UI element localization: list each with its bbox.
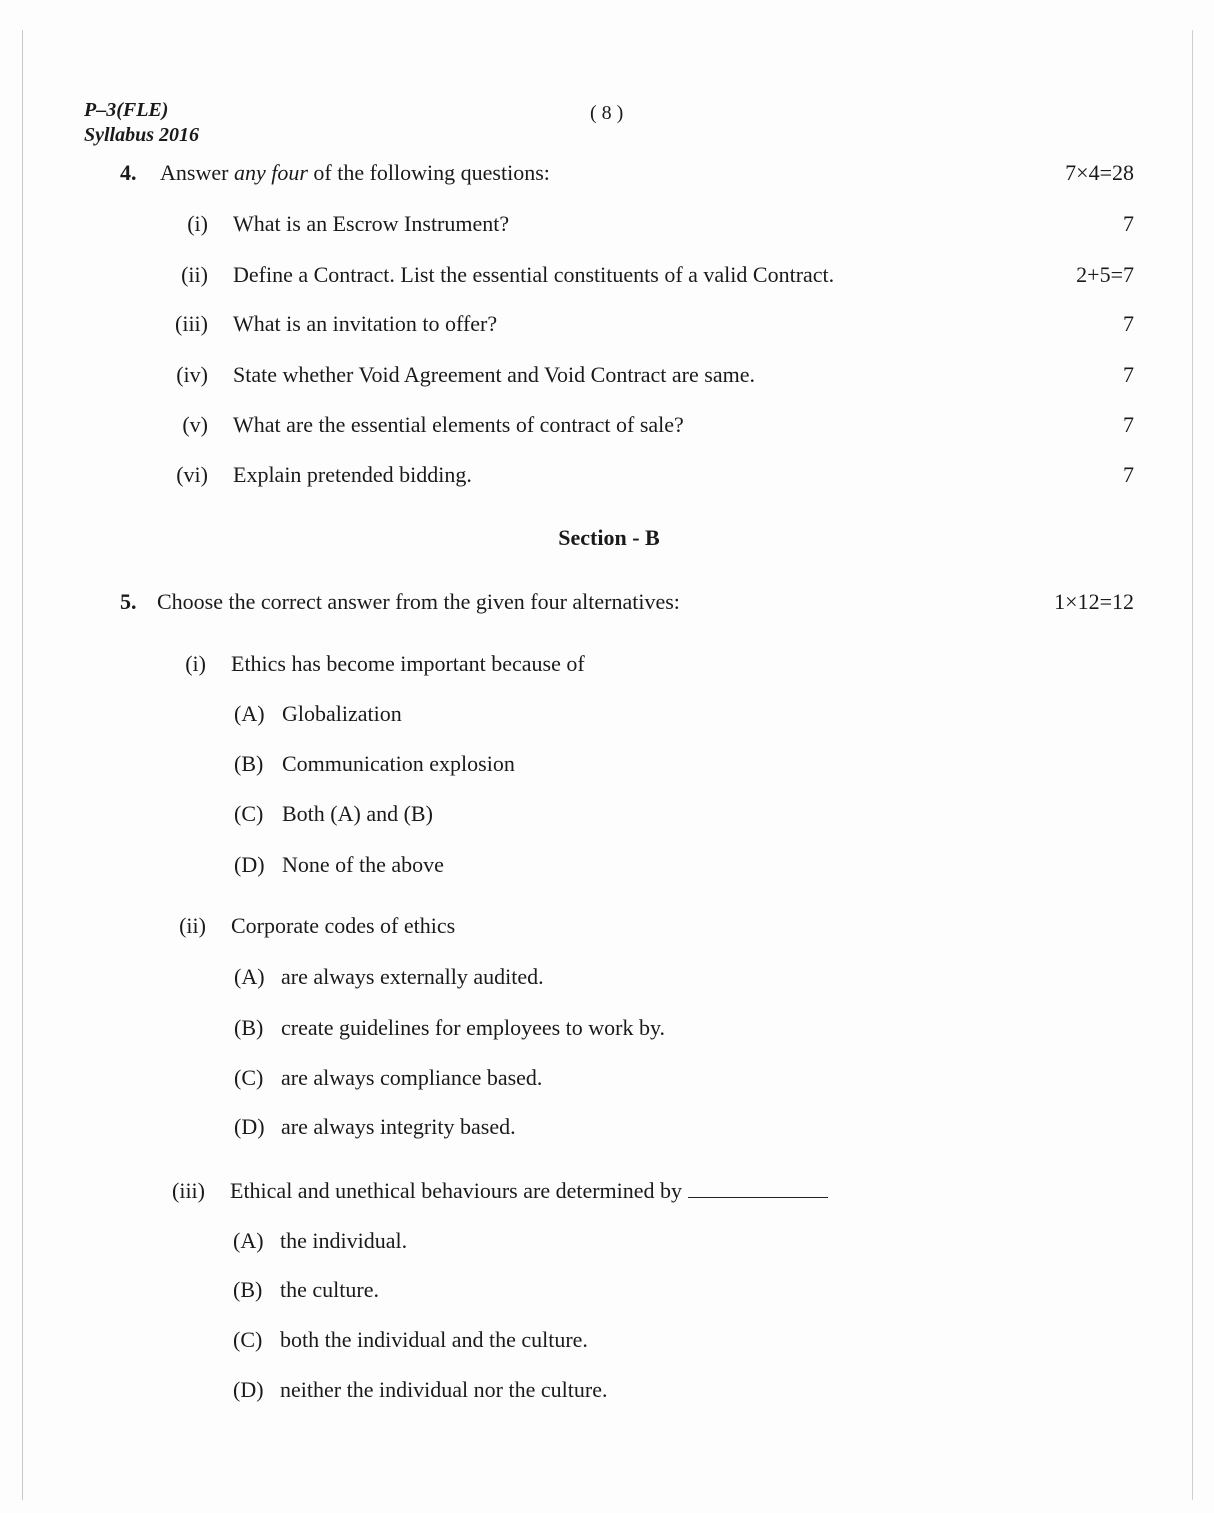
option-label: (A) — [233, 1228, 264, 1253]
item-text: Ethics has become important because of — [231, 651, 585, 676]
answer-option — [0, 1012, 1214, 1044]
item-number: (iii) — [175, 311, 208, 336]
item-marks: 7 — [1123, 311, 1134, 336]
item-marks: 7 — [1123, 211, 1134, 236]
paper-code: P–3(FLE) — [84, 99, 169, 121]
item-number: (vi) — [176, 462, 208, 487]
answer-option — [0, 798, 1214, 830]
q5-item — [0, 648, 1214, 680]
item-number: (ii) — [181, 262, 208, 287]
question-marks: 7×4=28 — [1065, 160, 1134, 185]
question-emphasis: any four — [233, 160, 308, 185]
option-label: (D) — [234, 852, 265, 877]
item-text-content: Ethical and unethical behaviours are determined by — [230, 1178, 683, 1203]
question-number: 4. — [120, 160, 137, 185]
q4-item — [0, 308, 1214, 340]
question-4-heading — [0, 157, 1214, 189]
question-5-heading — [0, 586, 1214, 618]
item-text: What is an invitation to offer? — [233, 311, 498, 336]
item-text: Define a Contract. List the essential constituents of a valid Contract. — [233, 262, 835, 287]
option-text: are always compliance based. — [281, 1065, 543, 1090]
item-marks: 7 — [1123, 462, 1134, 487]
answer-option — [0, 1374, 1214, 1406]
answer-option — [0, 1225, 1214, 1257]
item-number: (ii) — [179, 913, 206, 938]
answer-option — [0, 961, 1214, 993]
option-label: (A) — [234, 964, 265, 989]
q4-item — [0, 409, 1214, 441]
option-label: (A) — [234, 701, 265, 726]
question-text — [160, 157, 550, 189]
q4-item — [0, 208, 1214, 240]
q4-item — [0, 359, 1214, 391]
question-number: 5. — [120, 589, 137, 614]
section-title: Section - B — [558, 525, 660, 550]
item-number: (v) — [182, 412, 208, 437]
option-text: create guidelines for employees to work by. — [281, 1015, 666, 1040]
item-text: What are the essential elements of contract of sale? — [233, 412, 684, 437]
question-suffix: of the following questions: — [307, 160, 550, 185]
item-number: (i) — [187, 211, 208, 236]
item-text: Corporate codes of ethics — [231, 913, 456, 938]
question-marks: 1×12=12 — [1054, 589, 1134, 614]
option-text: the individual. — [280, 1228, 408, 1253]
answer-option — [0, 849, 1214, 881]
option-label: (D) — [234, 1114, 265, 1139]
item-number: (i) — [185, 651, 206, 676]
syllabus-label: Syllabus 2016 — [84, 124, 200, 146]
fill-in-blank — [688, 1177, 828, 1198]
option-text: the culture. — [280, 1277, 379, 1302]
question-prefix: Answer — [160, 160, 234, 185]
q5-item — [0, 1175, 1214, 1207]
option-text: are always externally audited. — [281, 964, 544, 989]
option-label: (B) — [234, 751, 264, 776]
item-number: (iii) — [172, 1178, 205, 1203]
option-text: Globalization — [282, 701, 402, 726]
item-text: State whether Void Agreement and Void Contract are same. — [233, 362, 755, 387]
answer-option — [0, 1274, 1214, 1306]
option-text: Communication explosion — [282, 751, 515, 776]
q4-item — [0, 459, 1214, 491]
answer-option — [0, 698, 1214, 730]
q5-item — [0, 910, 1214, 942]
option-text: are always integrity based. — [281, 1114, 516, 1139]
item-text: Explain pretended bidding. — [233, 462, 472, 487]
option-label: (B) — [234, 1015, 264, 1040]
option-label: (B) — [233, 1277, 263, 1302]
item-number: (iv) — [176, 362, 208, 387]
option-label: (D) — [233, 1377, 264, 1402]
option-text: neither the individual nor the culture. — [280, 1377, 608, 1402]
answer-option — [0, 1324, 1214, 1356]
option-label: (C) — [234, 1065, 264, 1090]
item-marks: 2+5=7 — [1076, 262, 1134, 287]
item-marks: 7 — [1123, 362, 1134, 387]
question-text: Choose the correct answer from the given four alternatives: — [157, 589, 680, 614]
item-marks: 7 — [1123, 412, 1134, 437]
option-label: (C) — [233, 1327, 263, 1352]
q4-item — [0, 259, 1214, 291]
item-text: What is an Escrow Instrument? — [233, 211, 510, 236]
answer-option — [0, 1062, 1214, 1094]
option-text: both the individual and the culture. — [280, 1327, 588, 1352]
answer-option — [0, 1111, 1214, 1143]
option-label: (C) — [234, 801, 264, 826]
option-text: None of the above — [282, 852, 444, 877]
page-number: ( 8 ) — [590, 102, 624, 124]
item-text — [230, 1175, 828, 1207]
option-text: Both (A) and (B) — [282, 801, 433, 826]
answer-option — [0, 748, 1214, 780]
